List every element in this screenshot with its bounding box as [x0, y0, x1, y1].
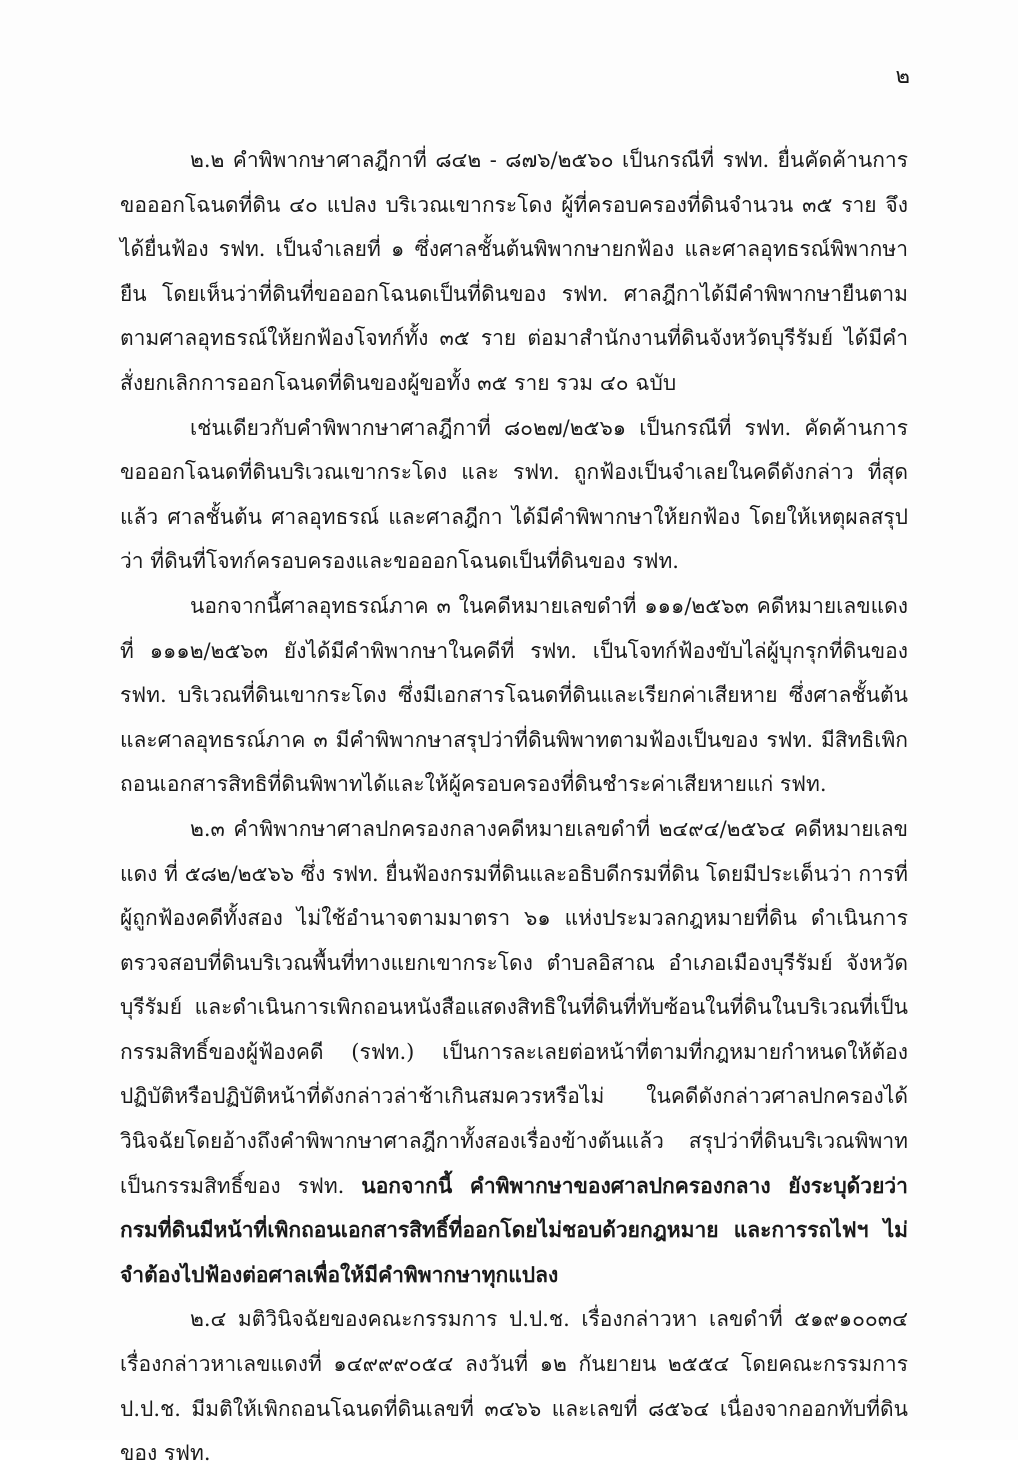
page-number: ๒ — [895, 64, 910, 89]
paragraph-2-3-text: ๒.๓ คำพิพากษาศาลปกครองกลางคดีหมายเลขดำที่ ๒๔๙๔/๒๕๖๔ คดีหมายเลขแดง ที่ ๕๘๒/๒๕๖๖ ซึ่ง รฟท. ยื่นฟ้องกรมที่ดินและอธิบดีกรมที่ดิน โดยมีประเด็นว่า การที่ผู้ถูกฟ้องคดีทั้งสอง ไม่ใช้อำนาจตามมาตรา ๖๑ แห่งประมวลกฎหมายที่ดิน ดำเนินการตรวจสอบที่ดินบริเวณพื้นที่ทางแยกเขากระโดง ตำบลอิสาณ อำเภอเมืองบุรีรัมย์ จังหวัดบุรีรัมย์ และดำเนินการเพิกถอนหนังสือแสดงสิทธิในที่ดินที่ทับซ้อนในที่ดินในบริเวณที่เป็นกรรมสิทธิ์ของผู้ฟ้องคดี (รฟท.) เป็นการละเลยต่อหน้าที่ตามที่กฎหมายกำหนดให้ต้องปฏิบัติหรือปฏิบัติหน้าที่ดังกล่าวล่าช้าเกินสมควรหรือไม่ ในคดีดังกล่าวศาลปกครองได้วินิจฉัยโดยอ้างถึงคำพิพากษาศาลฎีกาทั้งสองเรื่องข้างต้นแล้ว สรุปว่าที่ดินบริเวณพิพาทเป็นกรรมสิทธิ์ของ รฟท. — [120, 816, 908, 1198]
paragraph-2-3 — [120, 807, 908, 1298]
paragraph-2-2-similar-case: เช่นเดียวกับคำพิพากษาศาลฎีกาที่ ๘๐๒๗/๒๕๖๑ เป็นกรณีที่ รฟท. คัดค้านการขอออกโฉนดที่ดินบริเวณเขากระโดง และ รฟท. ถูกฟ้องเป็นจำเลยในคดีดังกล่าว ที่สุดแล้ว ศาลชั้นต้น ศาลอุทธรณ์ และศาลฎีกา ได้มีคำพิพากษาให้ยกฟ้อง โดยให้เหตุผลสรุปว่า ที่ดินที่โจทก์ครอบครองและขอออกโฉนดเป็นที่ดินของ รฟท. — [120, 415, 908, 574]
paragraph-2-2: ๒.๒ คำพิพากษาศาลฎีกาที่ ๘๔๒ - ๘๗๖/๒๕๖๐ เป็นกรณีที่ รฟท. ยื่นคัดค้านการขอออกโฉนดที่ดิน ๔๐ แปลง บริเวณเขากระโดง ผู้ที่ครอบครองที่ดินจำนวน ๓๕ ราย จึงได้ยื่นฟ้อง รฟท. เป็นจำเลยที่ ๑ ซึ่งศาลชั้นต้นพิพากษายกฟ้อง และศาลอุทธรณ์พิพากษายืน โดยเห็นว่าที่ดินที่ขอออกโฉนดเป็นที่ดินของ รฟท. ศาลฎีกาได้มีคำพิพากษายืนตามตามศาลอุทธรณ์ให้ยกฟ้องโจทก์ทั้ง ๓๕ ราย ต่อมาสำนักงานที่ดินจังหวัดบุรีรัมย์ ได้มีคำสั่งยกเลิกการออกโฉนดที่ดินของผู้ขอทั้ง ๓๕ ราย รวม ๔๐ ฉบับ — [120, 148, 908, 395]
paragraph-2-2-appeal-court: นอกจากนี้ศาลอุทธรณ์ภาค ๓ ในคดีหมายเลขดำที่ ๑๑๑/๒๕๖๓ คดีหมายเลขแดงที่ ๑๑๑๒/๒๕๖๓ ยังได้มีคำพิพากษาในคดีที่ รฟท. เป็นโจทก์ฟ้องขับไล่ผู้บุกรุกที่ดินของ รฟท. บริเวณที่ดินเขากระโดง ซึ่งมีเอกสารโฉนดที่ดินและเรียกค่าเสียหาย ซึ่งศาลชั้นต้น และศาลอุทธรณ์ภาค ๓ มีคำพิพากษาสรุปว่าที่ดินพิพาทตามฟ้องเป็นของ รฟท. มีสิทธิเพิกถอนเอกสารสิทธิที่ดินพิพาทได้และให้ผู้ครอบครองที่ดินชำระค่าเสียหายแก่ รฟท. — [120, 593, 908, 797]
document-body — [120, 138, 908, 1476]
paragraph-2-3-bold-text: นอกจากนี้ คำพิพากษาของศาลปกครองกลาง ยังระบุด้วยว่า กรมที่ดินมีหน้าที่เพิกถอนเอกสารสิทธิ์ที่ออกโดยไม่ชอบด้วยกฎหมาย และการรถไฟฯ ไม่จำต้องไปฟ้องต่อศาลเพื่อให้มีคำพิพากษาทุกแปลง — [120, 1172, 908, 1287]
paragraph-2-4: ๒.๔ มติวินิจฉัยของคณะกรรมการ ป.ป.ช. เรื่องกล่าวหา เลขดำที่ ๕๑๙๑๐๐๓๔ เรื่องกล่าวหาเลขแดงที่ ๑๔๙๙๙๐๕๔ ลงวันที่ ๑๒ กันยายน ๒๕๕๔ โดยคณะกรรมการ ป.ป.ช. มีมติให้เพิกถอนโฉนดที่ดินเลขที่ ๓๔๖๖ และเลขที่ ๘๕๖๔ เนื่องจากออกทับที่ดินของ รฟท. — [120, 1307, 908, 1466]
